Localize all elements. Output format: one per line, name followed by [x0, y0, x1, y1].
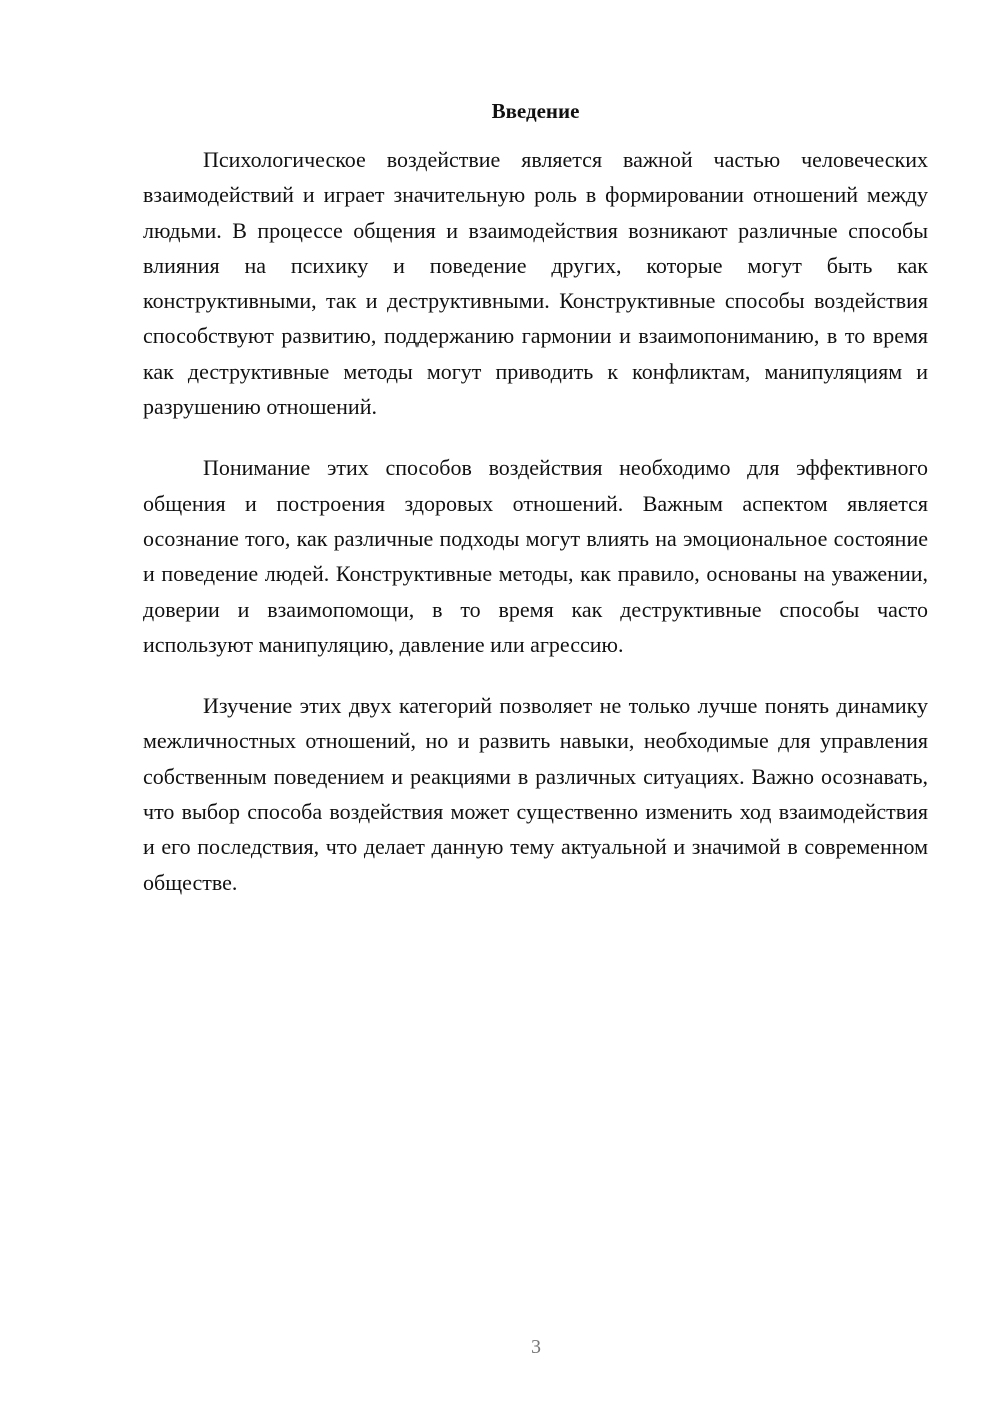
section-title: Введение	[491, 99, 580, 123]
page-number: 3	[531, 1336, 541, 1358]
body-text	[143, 142, 928, 926]
paragraph-2: Понимание этих способов воздействия необходимо для эффективного общения и построения здоровых отношений. Важным аспектом является осознание того, как различные подходы могут влиять на эмоциональное состояние и поведение людей. Конструктивные методы, как правило, основаны на уважении, доверии и взаимопомощи, в то время как деструктивные способы часто используют манипуляцию, давление или агрессию.	[143, 455, 928, 657]
paragraph-3: Изучение этих двух категорий позволяет не только лучше понять динамику межличностных отношений, но и развить навыки, необходимые для управления собственным поведением и реакциями в различных ситуациях. Важно осознавать, что выбор способа воздействия может существенно изменить ход взаимодействия и его последствия, что делает данную тему актуальной и значимой в современном обществе.	[143, 693, 928, 895]
paragraph-1: Психологическое воздействие является важной частью человеческих взаимодействий и играет значительную роль в формировании отношений между людьми. В процессе общения и взаимодействия возникают различные способы влияния на психику и поведение других, которые могут быть как конструктивными, так и деструктивными. Конструктивные способы воздействия способствуют развитию, поддержанию гармонии и взаимопониманию, в то время как деструктивные методы могут приводить к конфликтам, манипуляциям и разрушению отношений.	[143, 147, 928, 420]
